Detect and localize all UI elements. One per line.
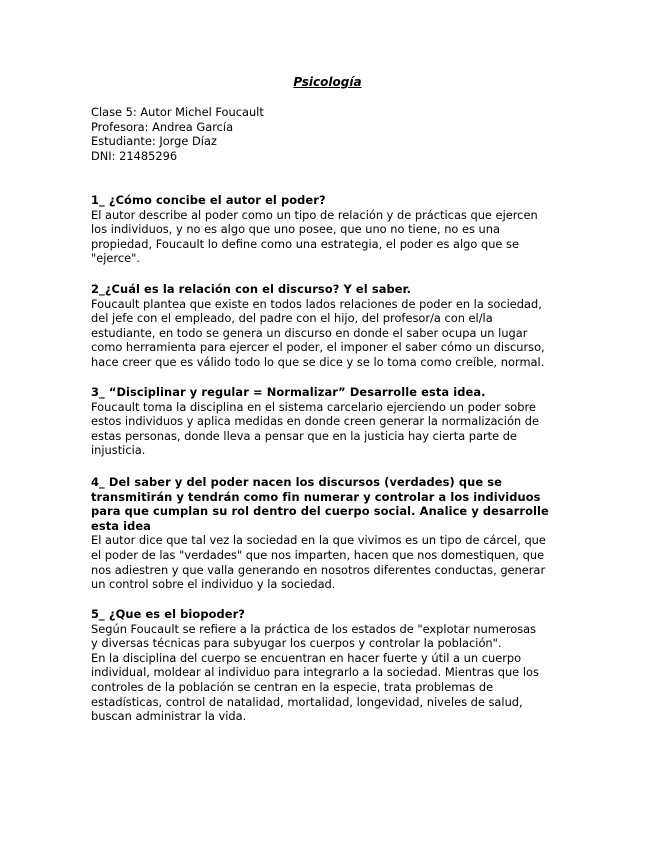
question-4: esta idea xyxy=(91,518,151,533)
section-5 xyxy=(91,607,566,724)
answer-5-line: Según Foucault se refiere a la práctica de los estados de "explotar numerosas xyxy=(91,621,537,636)
answer-1-line: propiedad, Foucault lo define como una estrategia, el poder es algo que se xyxy=(91,236,519,251)
section-3 xyxy=(91,385,566,458)
answer-5-line: y diversas técnicas para subyugar los cuerpos y controlar la población". xyxy=(91,636,502,651)
document-title: Psicología xyxy=(293,75,362,89)
answer-3-line: estas personas, donde lleva a pensar que en la justicia hay cierta parte de xyxy=(91,428,518,443)
answer-5-line: controles de la población se centran en la especie, trata problemas de xyxy=(91,679,494,694)
dni-line: DNI: 21485296 xyxy=(91,148,178,163)
answer-4-line: nos adiestren y que valla generando en nosotros diferentes conductas, generar xyxy=(91,562,546,577)
answer-1-line: El autor describe al poder como un tipo de relación y de prácticas que ejercen xyxy=(91,207,538,222)
answer-5-line: En la disciplina del cuerpo se encuentran en hacer fuerte y útil a un cuerpo xyxy=(91,650,522,665)
answer-1-line: "ejerce". xyxy=(91,251,140,266)
question-4: 4_ Del saber y del poder nacen los discursos (verdades) que se xyxy=(91,475,502,489)
answer-3-line: injusticia. xyxy=(91,443,146,458)
teacher-line: Profesora: Andrea García xyxy=(91,119,234,134)
question-4: transmitirán y tendrán como fin numerar y controlar a los individuos xyxy=(91,489,541,504)
student-info xyxy=(91,105,571,163)
question-4: para que cumplan su rol dentro del cuerpo social. Analice y desarrolle xyxy=(91,504,549,519)
question-5: 5_ ¿Que es el biopoder? xyxy=(91,607,246,621)
answer-2-line: como herramienta para ejercer el poder, el imponer el saber cómo un discurso, xyxy=(91,340,545,355)
answer-2-line: del jefe con el empleado, del padre con el hijo, del profesor/a con el/la xyxy=(91,311,493,326)
answer-2-line: Foucault plantea que existe en todos lados relaciones de poder en la sociedad, xyxy=(91,296,542,311)
answer-4-line: El autor dice que tal vez la sociedad en la que vivimos es un tipo de cárcel, que xyxy=(91,533,546,548)
answer-2-line: hace creer que es válido todo lo que se dice y se lo toma como creíble, normal. xyxy=(91,354,545,369)
answer-3-line: Foucault toma la disciplina en el sistema carcelario ejerciendo un poder sobre xyxy=(91,399,536,414)
answer-5-line: buscan administrar la vida. xyxy=(91,709,247,724)
answer-5-line: individual, moldear al individuo para integrarlo a la sociedad. Mientras que los xyxy=(91,665,539,680)
student-line: Estudiante: Jorge Díaz xyxy=(91,134,217,149)
answer-5-line: estadísticas, control de natalidad, mortalidad, longevidad, niveles de salud, xyxy=(91,694,523,709)
section-4 xyxy=(91,475,566,592)
question-1: 1_ ¿Cómo concibe el autor el poder? xyxy=(91,193,326,207)
answer-4-line: el poder de las "verdades" que nos imparten, hacen que nos domestiquen, que xyxy=(91,547,545,562)
question-2: 2_¿Cuál es la relación con el discurso? Y el saber. xyxy=(91,282,412,296)
question-3: 3_ “Disciplinar y regular = Normalizar” Desarrolle esta idea. xyxy=(91,385,486,399)
section-2 xyxy=(91,282,566,370)
answer-1-line: los individuos, y no es algo que uno posee, que uno no tiene, no es una xyxy=(91,222,500,237)
answer-4-line: un control sobre el individuo y la sociedad. xyxy=(91,577,336,592)
answer-2-line: estudiante, en todo se genera un discurso en donde el saber ocupa un lugar xyxy=(91,325,528,340)
answer-3-line: estos individuos y aplica medidas en donde creen generar la normalización de xyxy=(91,414,540,429)
class-line: Clase 5: Autor Michel Foucault xyxy=(91,105,264,119)
section-1 xyxy=(91,193,566,266)
